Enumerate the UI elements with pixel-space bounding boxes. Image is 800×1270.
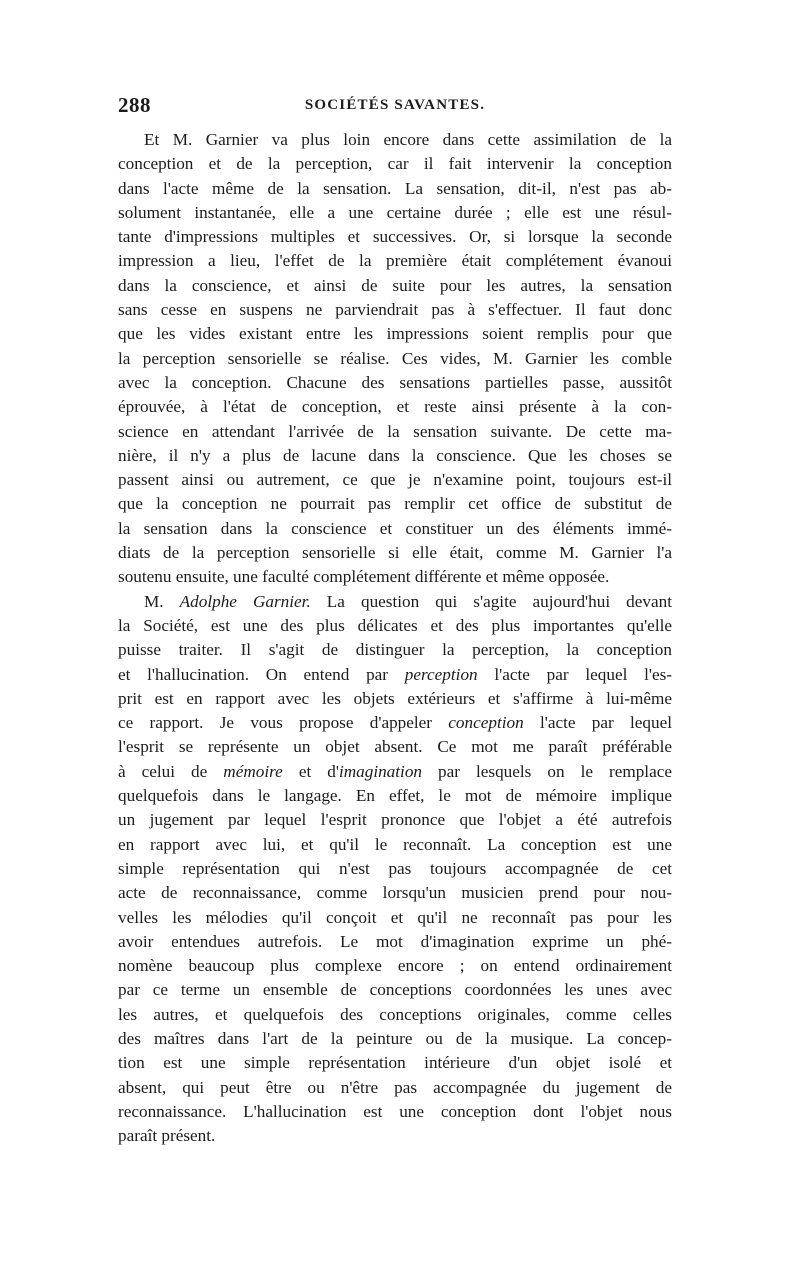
text-line: dans l'acte même de la sensation. La sensation, dit-il, n'est pas ab- [118,178,672,198]
term-conception: conception [448,713,524,733]
text-line: Et M. Garnier va plus loin encore dans cette assimilation de la [144,130,672,149]
text-line: impression a lieu, l'effet de la première était complétement évanoui [118,251,672,271]
text-line: la perception sensorielle se réalise. Ces vides, M. Garnier les comble [118,348,672,368]
text-line: dans la conscience, et ainsi de suite pour les autres, la sensation [118,275,672,295]
text-line: tion est une simple représentation intérieure d'un objet isolé et [118,1053,672,1073]
text-line: simple représentation qui n'est pas toujours accompagnée de cet [118,858,672,878]
text-line: passent ainsi ou autrement, ce que je n'examine point, toujours est-il [118,470,672,490]
text-line: que les vides existant entre les impressions soient remplis pour que [118,324,672,344]
text-line: en rapport avec lui, et qu'il le reconnaît. La conception est une [118,834,672,854]
text-line: prit est en rapport avec les objets extérieurs et s'affirme à lui-même [118,688,672,708]
text-segment: et l'hallucination. On entend par [118,664,405,684]
text-line: acte de reconnaissance, comme lorsqu'un musicien prend pour nou- [118,883,672,903]
paragraph-adolphe-garnier [118,590,672,1149]
text-line: solument instantanée, elle a une certaine durée ; elle est une résul- [118,202,672,222]
text-line: que la conception ne pourrait pas remplir cet office de substitut de [118,494,672,514]
text-line: reconnaissance. L'hallucination est une conception dont l'objet nous [118,1101,672,1121]
term-memoire: mémoire [223,761,283,781]
speaker-prefix: M. [144,591,180,611]
text-segment: l'acte par lequel [523,713,672,733]
text-line: nière, il n'y a plus de lacune dans la conscience. Que les choses se [118,445,672,465]
text-segment: La question qui s'agite aujourd'hui devant [310,591,672,611]
text-segment: ce rapport. Je vous propose d'appeler [118,713,449,733]
paragraph-garnier-theory [118,128,672,590]
text-line: paraît présent. [118,1126,216,1146]
text-line: puisse traiter. Il s'agit de distinguer la perception, la conception [118,640,672,660]
text-line: la Société, est une des plus délicates et des plus importantes qu'elle [118,615,672,635]
text-line: sans cesse en suspens ne parviendrait pas à s'effectuer. Il faut donc [118,300,672,320]
text-line: quelquefois dans le langage. En effet, le mot de mémoire implique [118,786,672,806]
text-line: science en attendant l'arrivée de la sensation suivante. De cette ma- [118,421,672,441]
text-segment: l'acte par lequel l'es- [477,664,672,684]
text-segment: et d' [282,761,339,781]
text-line: tante d'impressions multiples et successives. Or, si lorsque la seconde [118,227,672,247]
text-line: la sensation dans la conscience et constituer un des éléments immé- [118,518,672,538]
text-line [118,760,672,784]
text-line [118,711,672,735]
text-line: avec la conception. Chacune des sensations partielles passe, aussitôt [118,372,672,392]
body-text [118,128,672,1148]
text-line: absent, qui peut être ou n'être pas accompagnée du jugement de [118,1077,672,1097]
text-line: l'esprit se représente un objet absent. Ce mot me paraît préférable [118,737,672,757]
running-title: SOCIÉTÉS SAVANTES. [304,97,486,113]
text-line: par ce terme un ensemble de conceptions coordonnées les unes avec [118,980,672,1000]
text-segment: à celui de [118,761,224,781]
text-line: soutenu ensuite, une faculté complétement différente et même opposée. [118,567,610,587]
text-line: un jugement par lequel l'esprit prononce que l'objet a été autrefois [118,810,672,830]
text-line [118,590,672,614]
text-line: les autres, et quelquefois des conceptions originales, comme celles [118,1004,672,1024]
running-head [118,93,672,123]
text-line: diats de la perception sensorielle si elle était, comme M. Garnier l'a [118,543,672,563]
term-imagination: imagination [338,761,423,781]
term-perception: perception [404,664,478,684]
text-line [118,663,672,687]
text-line: avoir entendues autrefois. Le mot d'imagination exprime un phé- [118,931,672,951]
text-line: conception et de la perception, car il fait intervenir la conception [118,154,672,174]
text-line: nomène beaucoup plus complexe encore ; on entend ordinairement [118,956,672,976]
text-line: éprouvée, à l'état de conception, et reste ainsi présente à la con- [118,397,672,417]
text-line: des maîtres dans l'art de la peinture ou de la musique. La concep- [118,1028,672,1048]
text-segment: par lesquels on le remplace [422,761,672,781]
text-line: velles les mélodies qu'il conçoit et qu'il ne reconnaît pas pour les [118,907,672,927]
page-number: 288 [118,93,151,117]
speaker-name: Adolphe Garnier. [179,591,311,611]
